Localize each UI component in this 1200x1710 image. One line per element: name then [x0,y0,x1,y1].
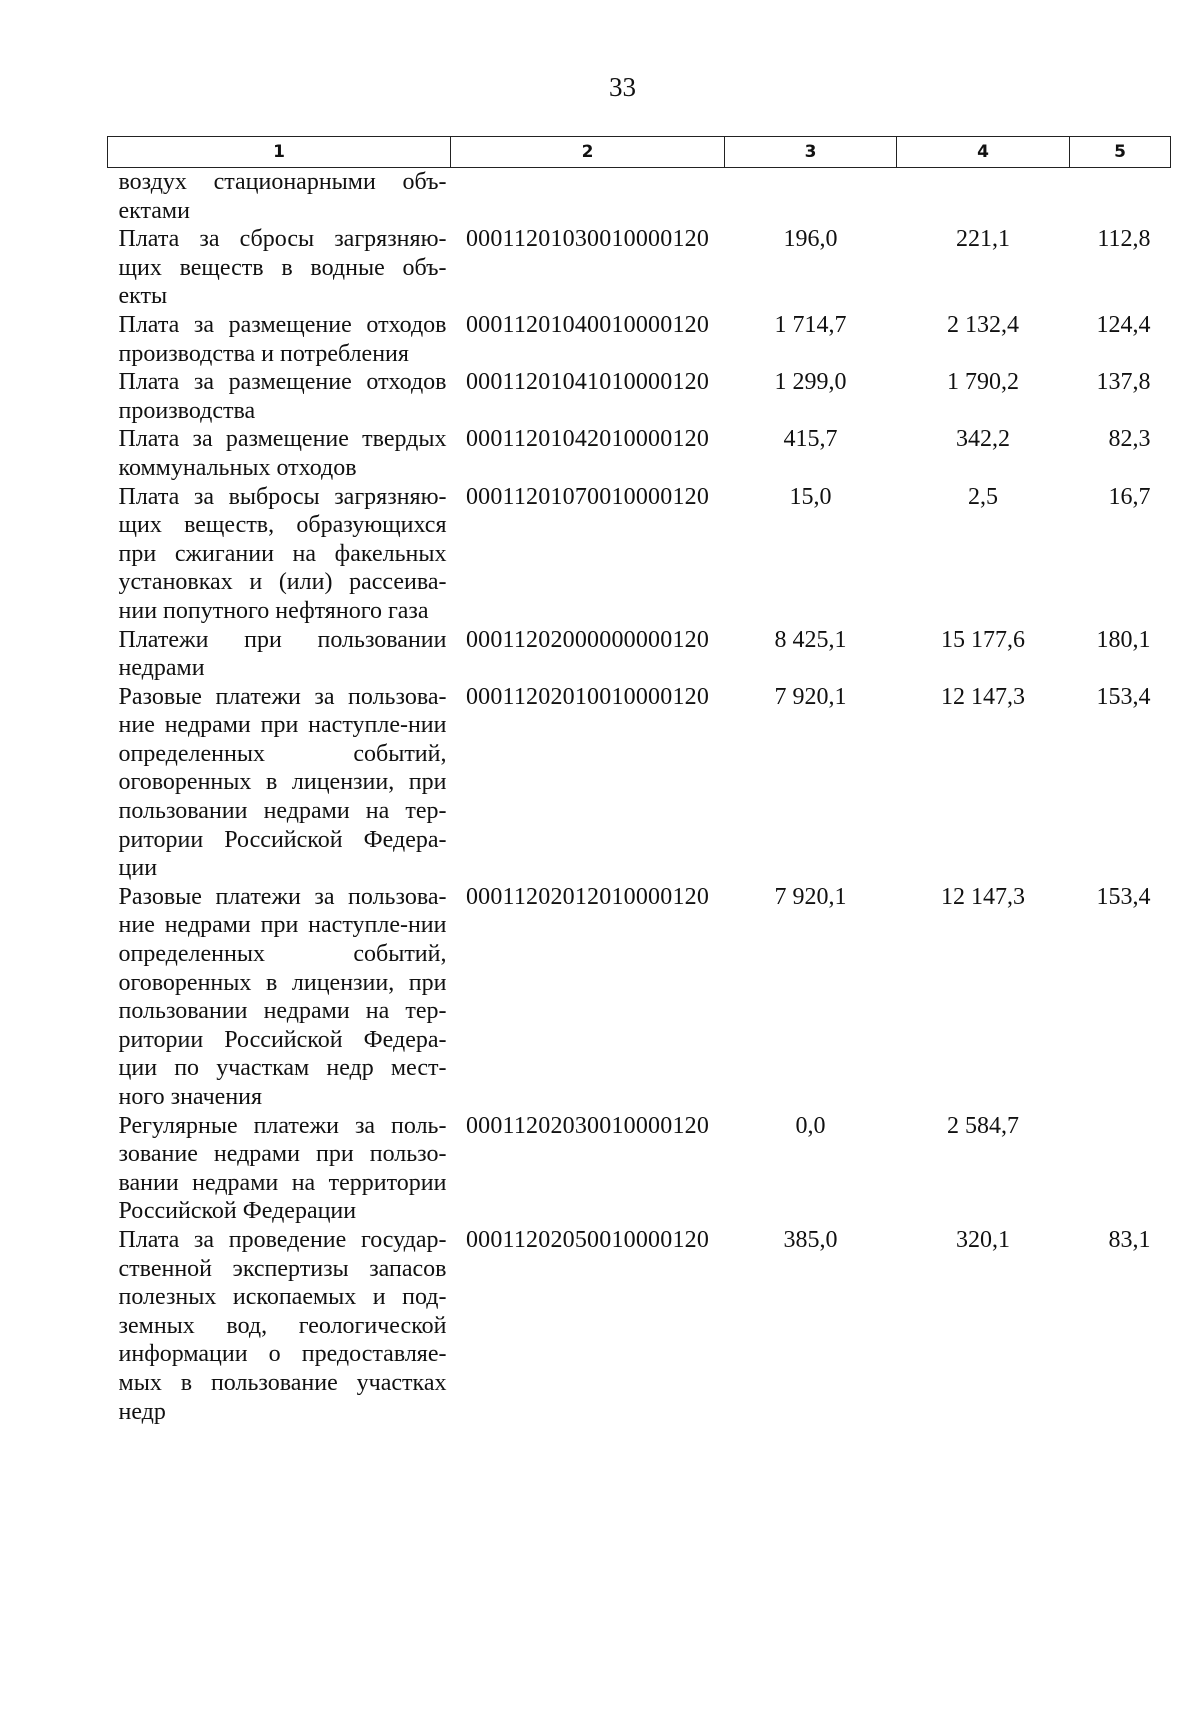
row-col4: 221,1 [956,226,1010,253]
row-col3: 15,0 [789,483,832,510]
row-code: 00011201070010000120 [465,483,710,510]
row-col4: 1 790,2 [947,369,1019,396]
row-col3: 385,0 [783,1226,838,1253]
row-col5 [1070,168,1171,226]
row-col5: 153,4 [1096,883,1151,910]
row-code [451,168,725,226]
row-col3: 8 425,1 [774,626,847,653]
table-row [108,1112,1171,1226]
row-col3: 1 714,7 [774,311,847,338]
row-name: Разовые платежи за пользова-ние недрами при наступле-нии определенных событий, оговоренных в лицензии, при пользовании недрами на тер-ритории Российской Федера-ции по участкам недр мест-ного значения [118,883,447,1110]
row-col3: 1 299,0 [774,369,847,396]
row-col4: 12 147,3 [941,883,1025,910]
row-col5: 16,7 [1108,483,1151,510]
row-col4 [897,168,1070,226]
table-row [108,168,1171,226]
table-row [108,626,1171,683]
row-code: 00011201042010000120 [465,426,710,453]
row-name: воздух стационарными объ-ектами [118,169,447,224]
row-code: 00011201040010000120 [465,311,710,338]
row-col5: 180,1 [1096,626,1151,653]
row-col4: 320,1 [956,1226,1010,1253]
row-name: Платежи при пользовании недрами [118,626,447,682]
table-row [108,311,1171,368]
row-col5: 124,4 [1096,311,1151,338]
row-code: 00011202000000000120 [465,626,710,653]
row-col3 [725,168,897,226]
row-col4: 342,2 [956,426,1010,453]
row-name: Плата за размещение отходов производства [118,369,447,424]
row-col4: 12 147,3 [941,683,1025,710]
row-col5 [1070,1112,1171,1226]
row-col4: 2,5 [968,483,998,510]
row-code: 00011202012010000120 [465,883,710,910]
row-code: 00011202030010000120 [465,1112,710,1139]
header-col-4: 4 [897,137,1070,168]
row-col3: 0,0 [795,1112,826,1139]
table-row [108,483,1171,626]
row-col5: 83,1 [1108,1226,1151,1253]
table-row [108,683,1171,883]
table-row [108,425,1171,482]
table-header-row [108,137,1171,168]
budget-table [107,136,1171,1426]
row-name: Разовые платежи за пользова-ние недрами при наступле-нии определенных событий, оговоренных в лицензии, при пользовании недрами на тер-ритории Российской Федера-ции [118,683,447,882]
row-code: 00011202050010000120 [465,1226,710,1253]
row-name: Плата за размещение отходов производства и потребления [118,311,447,367]
row-col3: 7 920,1 [774,883,847,910]
row-col4: 2 132,4 [947,311,1019,338]
table-row [108,368,1171,425]
row-col4: 2 584,7 [947,1112,1019,1139]
header-col-2: 2 [451,137,725,168]
row-name: Плата за проведение государ-ственной экспертизы запасов полезных ископаемых и под-земных вод, геологической информации о предоставляе-мых в пользование участках недр [118,1226,447,1425]
row-name: Плата за сбросы загрязняю-щих веществ в водные объ-екты [118,226,447,310]
row-name: Регулярные платежи за поль-зование недрами при пользо-вании недрами на территории Российской Федерации [118,1112,447,1225]
row-col5: 82,3 [1108,426,1151,453]
table-row [108,883,1171,1112]
row-code: 00011201030010000120 [465,226,710,253]
row-name: Плата за размещение твердых коммунальных отходов [118,426,447,481]
table-row [108,225,1171,311]
header-col-3: 3 [725,137,897,168]
row-col5: 153,4 [1096,683,1151,710]
header-col-5: 5 [1070,137,1171,168]
row-col3: 7 920,1 [774,683,847,710]
row-code: 00011202010010000120 [465,683,710,710]
row-col3: 196,0 [783,226,838,253]
page-number: 33 [609,72,636,102]
row-col4: 15 177,6 [941,626,1025,653]
table-row [108,1226,1171,1426]
row-name: Плата за выбросы загрязняю-щих веществ, образующихся при сжигании на факельных установках и (или) рассеива-нии попутного нефтяного газа [118,483,447,624]
row-col5: 112,8 [1097,226,1151,253]
row-col3: 415,7 [783,426,838,453]
row-code: 00011201041010000120 [465,369,710,396]
row-col5: 137,8 [1096,369,1151,396]
header-col-1: 1 [108,137,451,168]
